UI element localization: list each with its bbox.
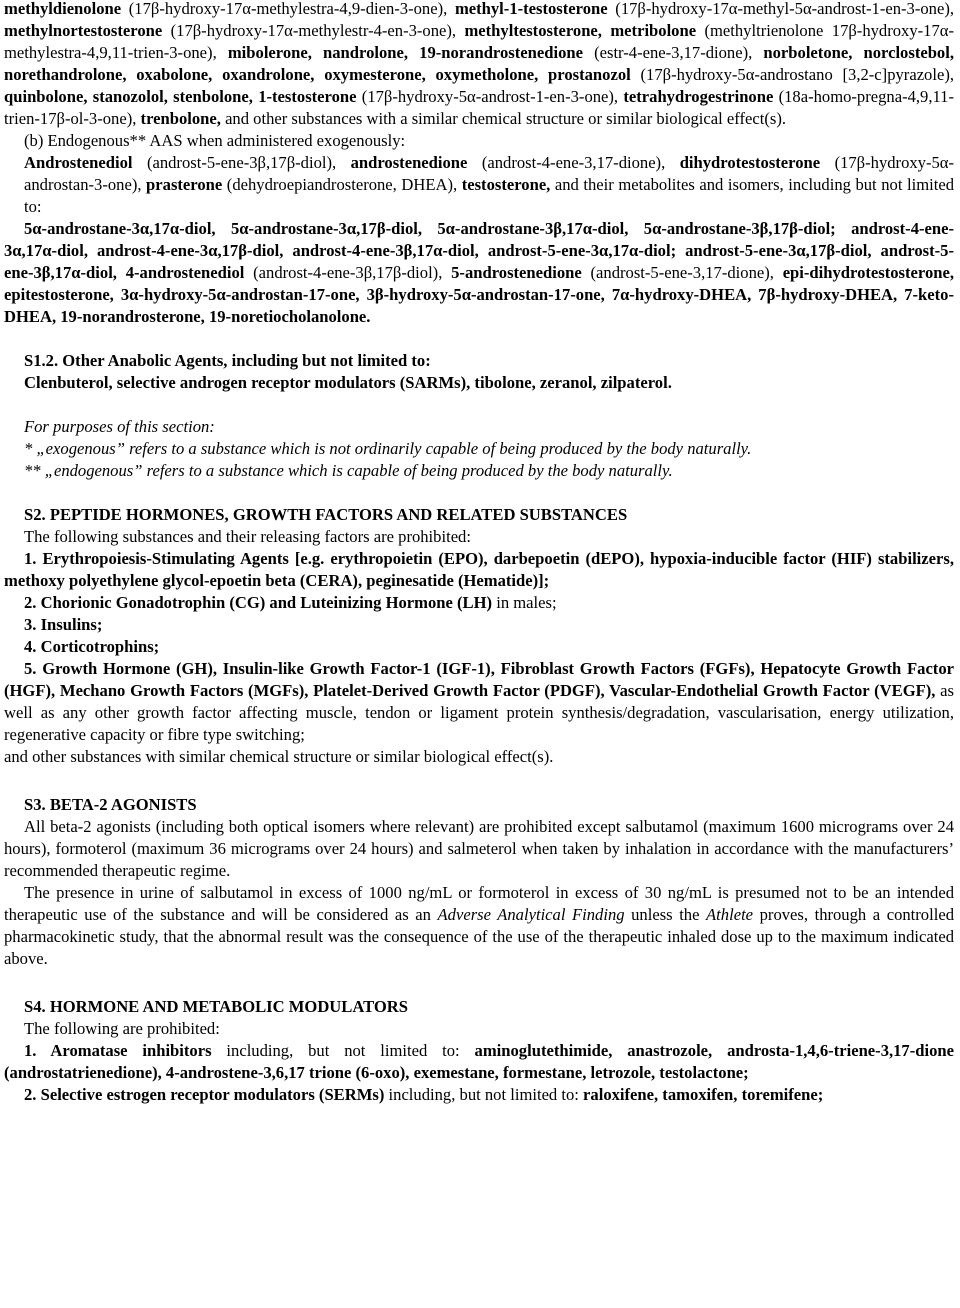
text-run: and other substances with a similar chemical structure or similar biological effect(s).	[220, 109, 787, 128]
text-run: including, but not limited to:	[384, 1085, 584, 1104]
s3-heading-text: S3. BETA-2 AGONISTS	[24, 795, 197, 814]
s1-2-heading-text: S1.2. Other Anabolic Agents, including but not limited to:	[24, 351, 431, 370]
s2-intro: The following substances and their releasing factors are prohibited:	[24, 527, 471, 546]
s1-endogenous-list-text	[24, 153, 954, 216]
text-run: Athlete	[706, 905, 754, 924]
text-run: epi-dihydrotestosterone, epitestosterone, 3α-hydroxy-5α-androstan-17-one, 3β-hydroxy-5α-androstan-17-one, 7α-hydroxy-DHEA, 7β-hydroxy-DHEA, 7-keto-DHEA, 19-norandrosterone, 19-noretiocholanolone.	[4, 263, 954, 326]
note-exogenous-text: * „exogenous” refers to a substance which is not ordinarily capable of being produced by the body naturally.	[24, 439, 752, 458]
spacer	[4, 970, 954, 996]
s2-heading	[4, 504, 954, 526]
spacer	[4, 328, 954, 350]
s2-item-4	[4, 636, 954, 658]
text-run: (b) Endogenous** AAS when administered exogenously:	[24, 131, 406, 150]
notes-intro-text: For purposes of this section:	[24, 417, 215, 436]
text-run: trenbolone,	[140, 109, 221, 128]
text-run: (androst-4-ene-3β,17β-diol),	[244, 263, 452, 282]
text-run: (17β-hydroxy-17α-methylestra-4,9-dien-3-one),	[121, 0, 455, 18]
text-run: (androst-5-ene-3β,17β-diol),	[132, 153, 351, 172]
text-run: 3. Insulins;	[24, 615, 103, 634]
text-run: including, but not limited to:	[211, 1041, 475, 1060]
text-run: dihydrotestosterone	[679, 153, 821, 172]
text-run: metribolone	[610, 21, 697, 40]
s1-endogenous-subheading	[4, 130, 954, 152]
note-endogenous-text: ** „endogenous” refers to a substance which is capable of being produced by the body naturally.	[24, 461, 673, 480]
s1-endogenous-list	[4, 152, 954, 218]
text-run: (methyltrienolone 17β-hydroxy-17α-methylestra-4,9,11-trien-3-one),	[4, 21, 954, 62]
text-run: (17β-hydroxy-5α-androstano [3,2-c]pyrazole),	[630, 65, 954, 84]
s2-closing: and other substances with similar chemical structure or similar biological effect(s).	[4, 747, 554, 766]
s1-2-heading	[4, 350, 954, 372]
text-run: 5. Growth Hormone (GH), Insulin-like Growth Factor-1 (IGF-1), Fibroblast Growth Factors (FGFs), Hepatocyte Growth Factor (HGF), Mechano Growth Factors (MGFs), Platelet-Derived Growth Factor (PDGF), Vascular-Endothelial Growth Factor (VEGF),	[4, 659, 954, 700]
text-run: 2. Chorionic Gonadotrophin (CG) and Luteinizing Hormone (LH)	[24, 593, 493, 612]
text-run: mibolerone, nandrolone, 19-norandrostenedione	[227, 43, 583, 62]
text-run: methyltestosterone,	[464, 21, 602, 40]
note-endogenous	[4, 460, 954, 482]
spacer	[4, 482, 954, 504]
s4-heading-text: S4. HORMONE AND METABOLIC MODULATORS	[24, 997, 408, 1016]
text-run: raloxifene, tamoxifen, toremifene;	[583, 1085, 824, 1104]
note-exogenous	[4, 438, 954, 460]
text-run: 2. Selective estrogen receptor modulators (SERMs)	[24, 1085, 385, 1104]
s4-item-2	[4, 1084, 954, 1106]
s4-intro: The following are prohibited:	[24, 1019, 220, 1038]
text-run: The presence in urine of salbutamol in excess of 1000 ng/mL or formoterol in excess of 30 ng/mL is presumed not to be an intended therapeutic use of the substance and will be considered as an	[4, 883, 954, 924]
text-run: in males;	[492, 593, 557, 612]
s2-item-3	[4, 614, 954, 636]
s3-heading	[4, 794, 954, 816]
text-run: androstenedione	[350, 153, 468, 172]
text-run: 1. Erythropoiesis-Stimulating Agents [e.g. erythropoietin (EPO), darbepoetin (dEPO), hypoxia-inducible factor (HIF) stabilizers, methoxy polyethylene glycol-epoetin beta (CERA), peginesatide (Hematide)];	[4, 549, 954, 590]
text-run: methylnortestosterone	[4, 21, 163, 40]
text-run: (17β-hydroxy-17α-methyl-5α-androst-1-en-3-one),	[607, 0, 954, 18]
text-run: (18a-homo-pregna-4,9,11-trien-17β-ol-3-one),	[4, 87, 954, 128]
text-run: methyl-1-testosterone	[454, 0, 608, 18]
text-run: (estr-4-ene-3,17-dione),	[582, 43, 764, 62]
text-run: 4. Corticotrophins;	[24, 637, 160, 656]
document-page	[4, 0, 954, 1106]
spacer	[4, 768, 954, 794]
text-run: (17β-hydroxy-5α-androst-1-en-3-one),	[356, 87, 624, 106]
text-run: and their metabolites and isomers, including but not limited to:	[24, 175, 954, 216]
text-run: aminoglutethimide, anastrozole, androsta-1,4,6-triene-3,17-dione (androstatrienedione), 4-androstene-3,6,17 trione (6-oxo), exemestane, formestane, letrozole, testolactone;	[4, 1041, 954, 1082]
text-run: 5-androstenedione	[451, 263, 582, 282]
text-run: Adverse Analytical Finding	[437, 905, 625, 924]
text-run: proves, through a controlled pharmacokinetic study, that the abnormal result was the consequence of the use of the therapeutic inhaled dose up to the maximum indicated above.	[4, 905, 954, 968]
text-run: All beta-2 agonists (including both optical isomers where relevant) are prohibited except salbutamol (maximum 1600 micrograms over 24 hours), formoterol (maximum 36 micrograms over 24 hours) and salmeterol when taken by inhalation in accordance with the manufacturers’ recommended therapeutic regime.	[4, 817, 954, 880]
s3-paragraph-2	[4, 882, 954, 970]
text-run: (17β-hydroxy-17α-methylestr-4-en-3-one),	[162, 21, 465, 40]
text-run: (dehydroepiandrosterone, DHEA),	[222, 175, 462, 194]
text-run: methyldienolone	[4, 0, 122, 18]
text-run: (androst-5-ene-3,17-dione),	[581, 263, 783, 282]
s2-heading-text: S2. PEPTIDE HORMONES, GROWTH FACTORS AND RELATED SUBSTANCES	[24, 505, 628, 524]
s4-item-1	[4, 1040, 954, 1084]
s3-paragraph-1	[4, 816, 954, 882]
s1-2-list-text: Clenbuterol, selective androgen receptor modulators (SARMs), tibolone, zeranol, zilpaterol.	[24, 373, 672, 392]
s1-metabolites-list	[4, 218, 954, 328]
text-run: unless the	[624, 905, 707, 924]
text-run: norboletone, norclostebol, norethandrolone, oxabolone, oxandrolone, oxymesterone, oxymetholone, prostanozol	[4, 43, 954, 84]
s2-item-5	[4, 658, 954, 746]
text-run: Androstenediol	[24, 153, 133, 172]
spacer	[4, 394, 954, 416]
s1-2-list	[4, 372, 954, 394]
s2-item-2	[4, 592, 954, 614]
text-run: as well as any other growth factor affecting muscle, tendon or ligament protein synthesis/degradation, vascularisation, energy utilization, regenerative capacity or fibre type switching;	[4, 681, 954, 744]
notes-intro	[4, 416, 954, 438]
text-run: (17β-hydroxy-5α-androstan-3-one),	[24, 153, 955, 194]
text-run: 5α-androstane-3α,17α-diol, 5α-androstane-3α,17β-diol, 5α-androstane-3β,17α-diol, 5α-androstane-3β,17β-diol; androst-4-ene-3α,17α-diol, androst-4-ene-3α,17β-diol, androst-4-ene-3β,17α-diol, androst-5-ene-3α,17α-diol; androst-5-ene-3α,17β-diol, androst-5-ene-3β,17α-diol, 4-androstenediol	[4, 219, 954, 282]
text-run: prasterone	[146, 175, 223, 194]
text-run: 1. Aromatase inhibitors	[24, 1041, 212, 1060]
s4-heading	[4, 996, 954, 1018]
s1-anabolic-list-continued	[4, 0, 954, 130]
s2-item-1	[4, 548, 954, 592]
text-run: testosterone,	[461, 175, 551, 194]
text-run: quinbolone, stanozolol, stenbolone, 1-testosterone	[4, 87, 357, 106]
text-run: tetrahydrogestrinone	[623, 87, 774, 106]
text-run: (androst-4-ene-3,17-dione),	[467, 153, 680, 172]
